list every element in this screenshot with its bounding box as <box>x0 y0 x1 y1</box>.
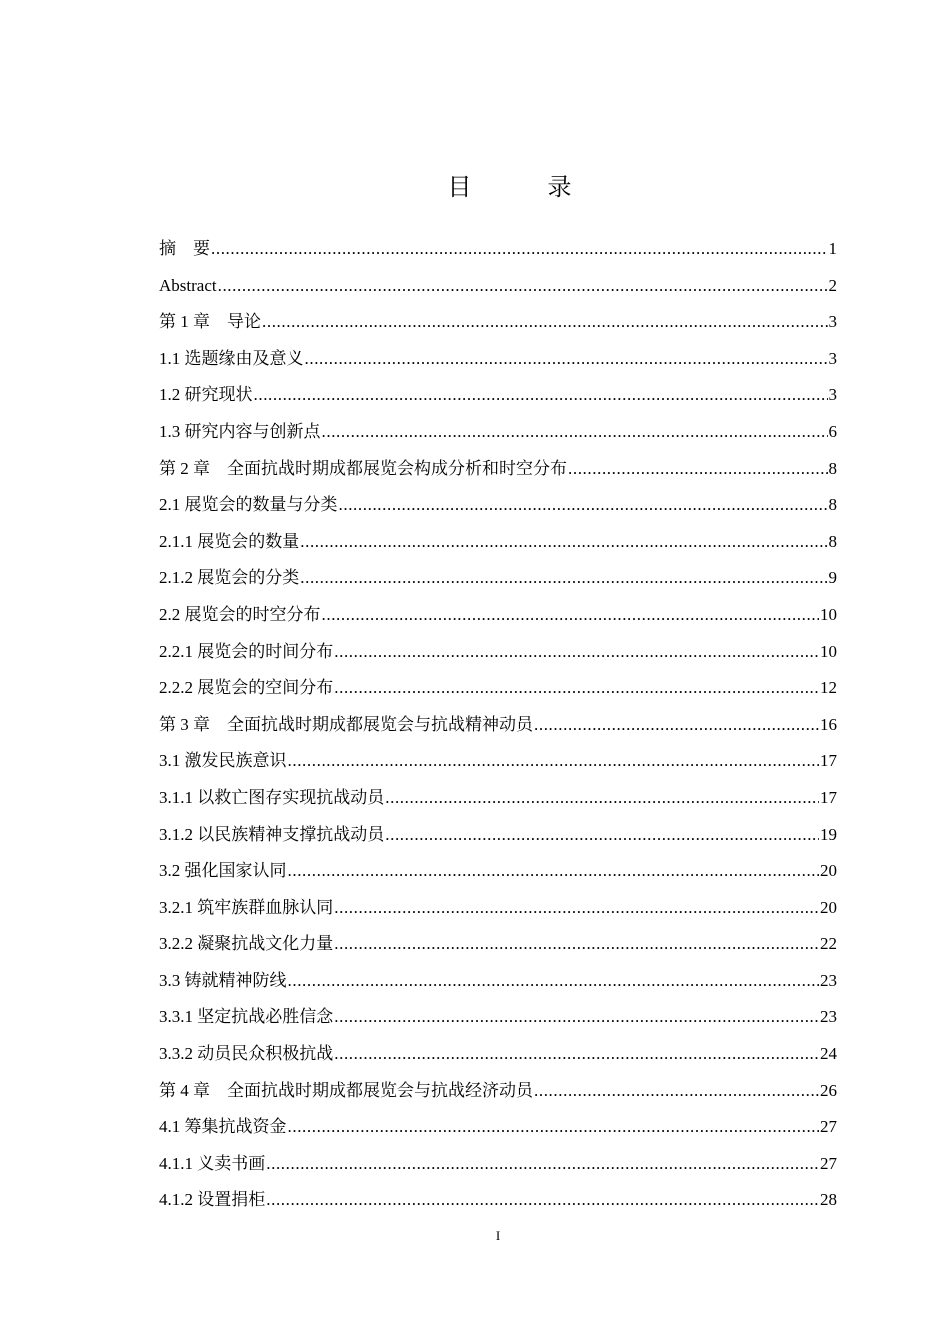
toc-dot-leader <box>288 743 820 780</box>
toc-entry-page: 12 <box>820 678 837 698</box>
toc-entry-label: 4.1 筹集抗战资金 <box>159 1117 287 1137</box>
toc-entry[interactable] <box>159 926 837 963</box>
toc-dot-leader <box>534 707 819 744</box>
toc-entry[interactable] <box>159 743 837 780</box>
toc-dot-leader <box>334 926 819 963</box>
toc-entry-page: 10 <box>820 604 837 624</box>
toc-entry-label: 第 4 章 全面抗战时期成都展览会与抗战经济动员 <box>159 1080 533 1100</box>
toc-entry-page: 23 <box>820 1007 837 1027</box>
toc-entry-label: 第 1 章 导论 <box>159 312 261 332</box>
toc-dot-leader <box>334 1036 819 1073</box>
toc-entry-page: 8 <box>828 458 837 478</box>
toc-dot-leader <box>305 341 828 378</box>
toc-entry-page: 17 <box>820 787 837 807</box>
toc-entry-page: 9 <box>828 568 837 588</box>
toc-entry[interactable] <box>159 707 837 744</box>
toc-entry-label: 4.1.2 设置捐柜 <box>159 1190 266 1210</box>
toc-dot-leader <box>300 524 827 561</box>
toc-entry-label: 2.1.2 展览会的分类 <box>159 568 300 588</box>
toc-entry-page: 19 <box>820 824 837 844</box>
toc-entry-page: 3 <box>828 312 837 332</box>
toc-entry[interactable] <box>159 853 837 890</box>
toc-entry-page: 27 <box>820 1117 837 1137</box>
toc-entry-label: 3.1.2 以民族精神支撑抗战动员 <box>159 824 385 844</box>
toc-entry-page: 20 <box>820 897 837 917</box>
toc-entry[interactable] <box>159 451 837 488</box>
toc-entry[interactable] <box>159 414 837 451</box>
toc-entry[interactable] <box>159 560 837 597</box>
toc-entry[interactable] <box>159 817 837 854</box>
toc-entry-label: 第 2 章 全面抗战时期成都展览会构成分析和时空分布 <box>159 458 567 478</box>
toc-dot-leader <box>339 487 828 524</box>
toc-entry-label: 3.2 强化国家认同 <box>159 861 287 881</box>
toc-dot-leader <box>334 670 819 707</box>
toc-entry-label: 3.1 激发民族意识 <box>159 751 287 771</box>
toc-entry-page: 1 <box>828 239 837 258</box>
toc-entry[interactable] <box>159 524 837 561</box>
toc-entry-page: 24 <box>820 1044 837 1064</box>
toc-entry-label: 4.1.1 义卖书画 <box>159 1153 266 1173</box>
toc-dot-leader <box>534 1073 819 1110</box>
toc-entry-label: 2.2 展览会的时空分布 <box>159 604 321 624</box>
toc-entry-label: 1.3 研究内容与创新点 <box>159 421 321 441</box>
toc-entry-label: 1.2 研究现状 <box>159 385 253 405</box>
toc-entry-label: 3.2.1 筑牢族群血脉认同 <box>159 897 334 917</box>
toc-dot-leader <box>288 1109 820 1146</box>
toc-dot-leader <box>568 451 828 488</box>
page-title: 目 录 <box>447 173 598 201</box>
toc-entry-label: 3.3.2 动员民众积极抗战 <box>159 1044 334 1064</box>
toc-entry[interactable] <box>159 597 837 634</box>
toc-entry[interactable] <box>159 487 837 524</box>
toc-entry[interactable] <box>159 341 837 378</box>
toc-entry[interactable] <box>159 1109 837 1146</box>
toc-dot-leader <box>334 999 819 1036</box>
toc-entry-page: 16 <box>820 714 837 734</box>
toc-entry-label: 2.1.1 展览会的数量 <box>159 531 300 551</box>
toc-entry-label: 第 3 章 全面抗战时期成都展览会与抗战精神动员 <box>159 714 533 734</box>
toc-entry[interactable] <box>159 1073 837 1110</box>
toc-dot-leader <box>254 377 828 414</box>
toc-dot-leader <box>266 1182 819 1219</box>
toc-dot-leader <box>211 231 828 268</box>
toc-entry-page: 3 <box>828 348 837 368</box>
toc-dot-leader <box>322 414 828 451</box>
toc-entry-label: 2.1 展览会的数量与分类 <box>159 495 338 515</box>
toc-entry[interactable] <box>159 780 837 817</box>
toc-dot-leader <box>288 853 820 890</box>
toc-entry[interactable] <box>159 670 837 707</box>
toc-entry[interactable] <box>159 1182 837 1219</box>
toc-dot-leader <box>334 634 819 671</box>
toc-dot-leader <box>300 560 827 597</box>
toc-dot-leader <box>334 890 819 927</box>
toc-entry[interactable] <box>159 999 837 1036</box>
toc-entry-label: 摘 要 <box>159 239 210 258</box>
toc-dot-leader <box>262 304 828 341</box>
toc-entry[interactable] <box>159 268 837 305</box>
toc-dot-leader <box>385 817 819 854</box>
toc-entry-label: 1.1 选题缘由及意义 <box>159 348 304 368</box>
toc-entry-page: 28 <box>820 1190 837 1210</box>
page-number: I <box>495 1228 501 1243</box>
toc-entry-page: 20 <box>820 861 837 881</box>
toc-entry-page: 22 <box>820 934 837 954</box>
toc-entry-page: 26 <box>820 1080 837 1100</box>
toc-dot-leader <box>266 1146 819 1183</box>
toc-entry-label: 2.2.2 展览会的空间分布 <box>159 678 334 698</box>
toc-entry[interactable] <box>159 231 837 268</box>
toc-dot-leader <box>322 597 820 634</box>
toc-entry-page: 3 <box>828 385 837 405</box>
toc-entry[interactable] <box>159 304 837 341</box>
toc-entry-page: 17 <box>820 751 837 771</box>
toc-entry[interactable] <box>159 890 837 927</box>
toc-entry-page: 23 <box>820 970 837 990</box>
toc-entry[interactable] <box>159 1146 837 1183</box>
toc-entry-label: 3.3.1 坚定抗战必胜信念 <box>159 1007 334 1027</box>
toc-entry-page: 27 <box>820 1153 837 1173</box>
toc-entry-page: 6 <box>828 421 837 441</box>
toc-entry[interactable] <box>159 377 837 414</box>
toc-entry-label: 3.1.1 以救亡图存实现抗战动员 <box>159 787 385 807</box>
toc-dot-leader <box>385 780 819 817</box>
toc-entry[interactable] <box>159 963 837 1000</box>
toc-entry-label: 2.2.1 展览会的时间分布 <box>159 641 334 661</box>
toc-entry-page: 2 <box>828 275 837 295</box>
toc-entry-label: 3.2.2 凝聚抗战文化力量 <box>159 934 334 954</box>
toc-dot-leader <box>218 268 828 305</box>
toc-entry-label: Abstract <box>159 275 217 295</box>
toc-entry-page: 8 <box>828 531 837 551</box>
toc-entry[interactable] <box>159 1036 837 1073</box>
toc-entry-label: 3.3 铸就精神防线 <box>159 970 287 990</box>
toc-entry-page: 10 <box>820 641 837 661</box>
toc-entry[interactable] <box>159 634 837 671</box>
toc-dot-leader <box>288 963 820 1000</box>
toc-entry-page: 8 <box>828 495 837 515</box>
table-of-contents <box>159 231 837 1219</box>
